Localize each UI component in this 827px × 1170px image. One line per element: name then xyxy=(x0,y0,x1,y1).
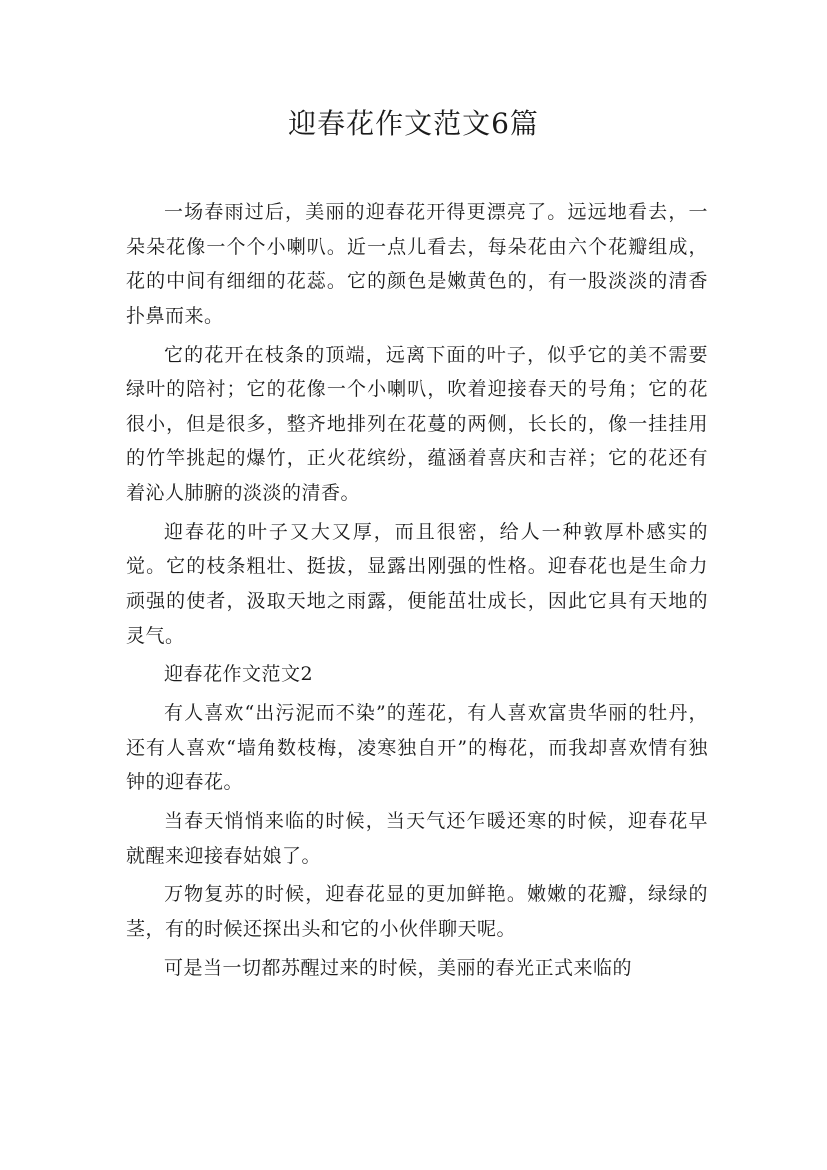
paragraph: 有人喜欢“出污泥而不染”的莲花，有人喜欢富贵华丽的牡丹，还有人喜欢“墙角数枝梅，凌寒独自开”的梅花，而我却喜欢情有独钟的迎春花。 xyxy=(126,702,708,794)
paragraph: 当春天悄悄来临的时候，当天气还乍暖还寒的时候，迎春花早就醒来迎接春姑娘了。 xyxy=(126,810,708,867)
paragraph: 它的花开在枝条的顶端，远离下面的叶子，似乎它的美不需要绿叶的陪衬；它的花像一个小喇叭，吹着迎接春天的号角；它的花很小，但是很多，整齐地排列在花蔓的两侧，长长的，像一挂挂用的竹竿挑起的爆竹，正火花缤纷，蕴涵着喜庆和吉祥；它的花还有着沁人肺腑的淡淡的清香。 xyxy=(126,343,708,504)
section-heading: 迎春花作文范文2 xyxy=(164,663,314,686)
paragraph: 迎春花的叶子又大又厚，而且很密，给人一种敦厚朴感实的觉。它的枝条粗壮、挺拔，显露出刚强的性格。迎春花也是生命力顽强的使者，汲取天地之雨露，便能茁壮成长，因此它具有天地的灵气。 xyxy=(126,520,708,647)
paragraph: 可是当一切都苏醒过来的时候，美丽的春光正式来临的 xyxy=(164,956,633,979)
paragraph: 万物复苏的时候，迎春花显的更加鲜艳。嫩嫩的花瓣，绿绿的茎，有的时候还探出头和它的小伙伴聊天呢。 xyxy=(126,883,708,940)
document-body xyxy=(126,195,708,990)
paragraph: 一场春雨过后，美丽的迎春花开得更漂亮了。远远地看去，一朵朵花像一个个小喇叭。近一点儿看去，每朵花由六个花瓣组成，花的中间有细细的花蕊。它的颜色是嫩黄色的，有一股淡淡的清香扑鼻而来。 xyxy=(126,201,708,327)
document-title: 迎春花作文范文6篇 xyxy=(288,107,539,140)
